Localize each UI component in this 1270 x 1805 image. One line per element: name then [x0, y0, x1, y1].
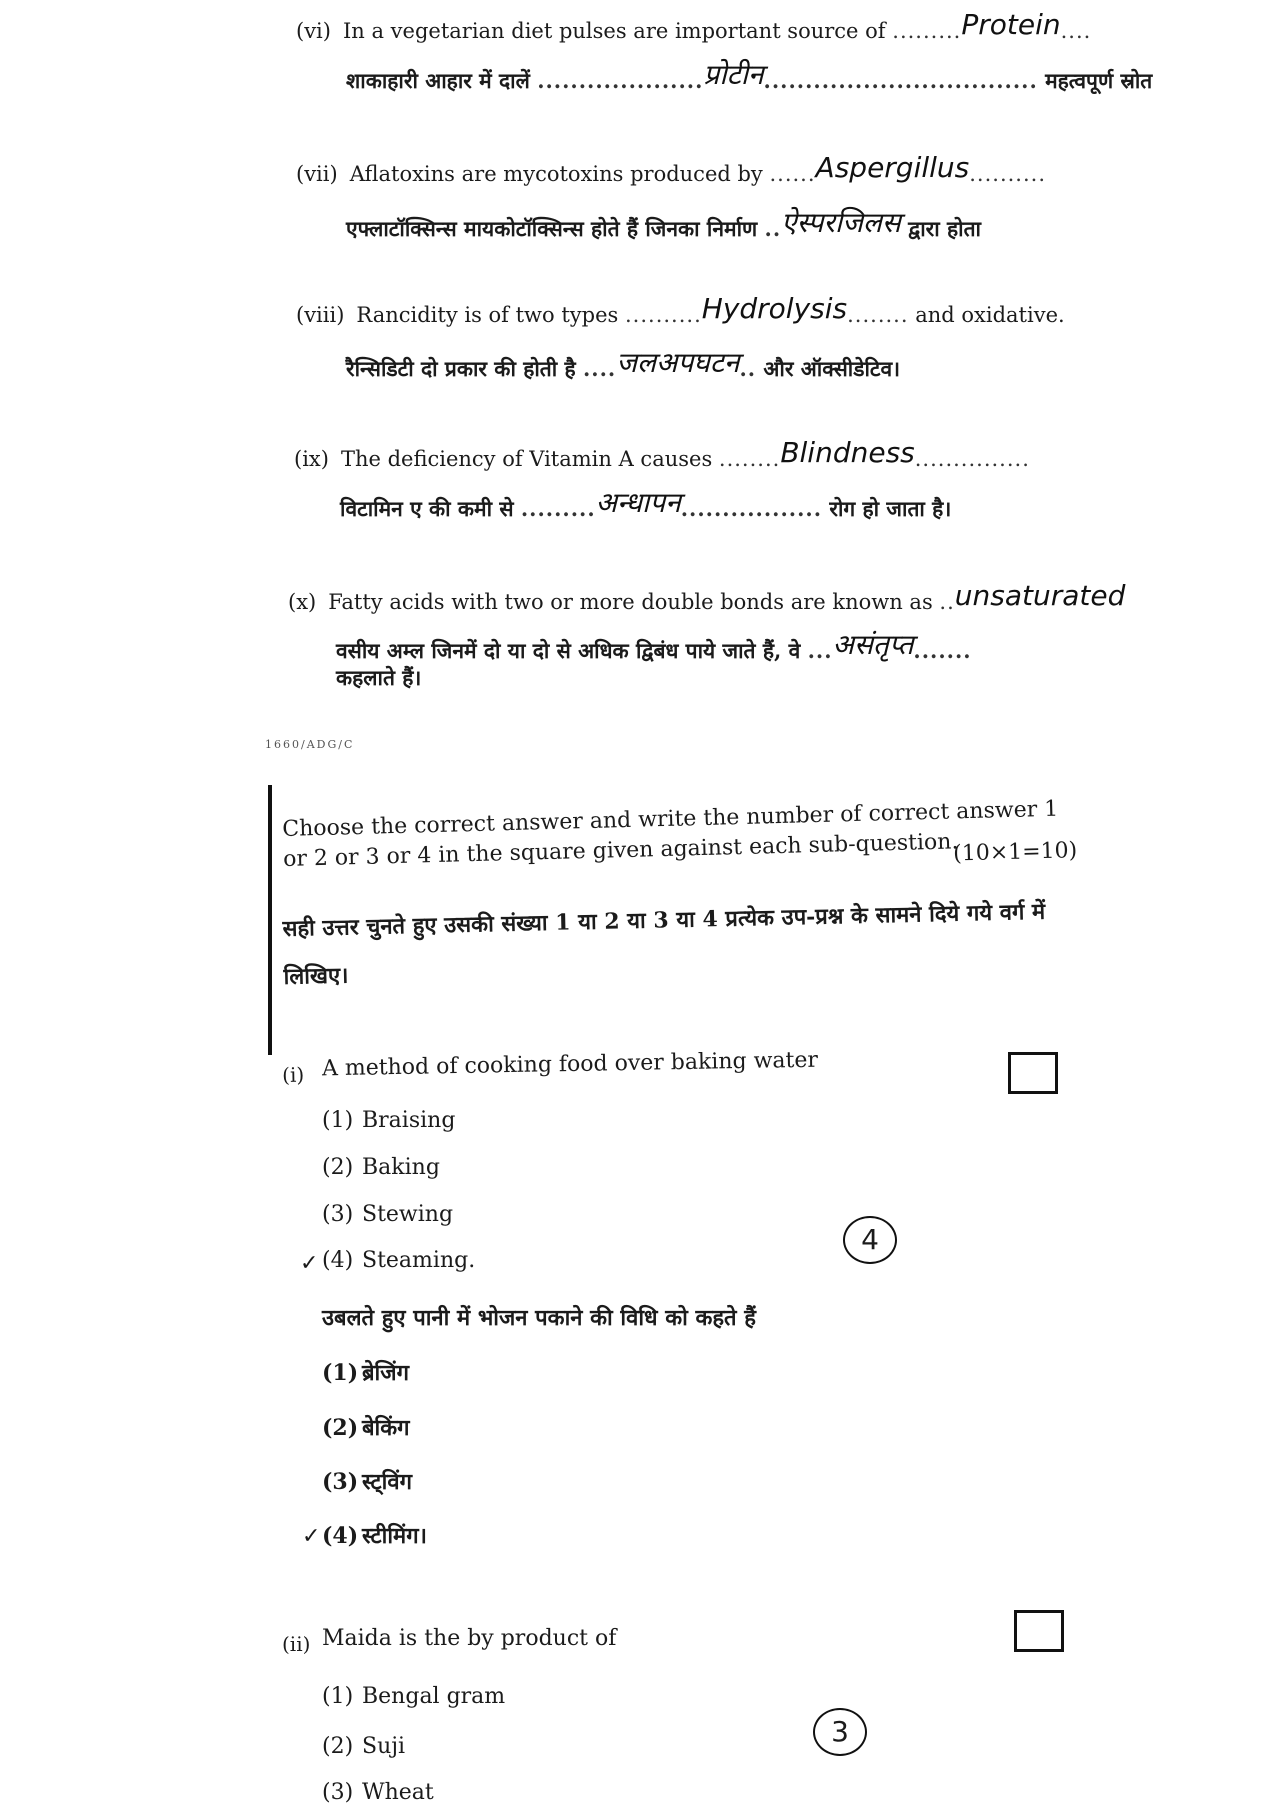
question-text-hindi: एफ्लाटॉक्सिन्स मायकोटॉक्सिन्स होते हैं जिनका निर्माण	[346, 216, 758, 241]
option: (1) Bengal gram	[322, 1684, 506, 1709]
page-code: 1660/ADG/C	[265, 738, 355, 751]
question-text-hindi-suffix: रोग हो जाता है।	[829, 496, 952, 521]
question-text-suffix: and oxidative.	[915, 303, 1065, 327]
question-text: Fatty acids with two or more double bonds are known as	[328, 590, 933, 614]
item-number: (vi)	[296, 19, 331, 43]
option: (3) Wheat	[322, 1780, 434, 1805]
question-text-hindi: उबलते हुए पानी में भोजन पकाने की विधि को कहते हैं	[322, 1305, 756, 1331]
option-hindi: (4) स्टीमिंग।	[322, 1523, 427, 1549]
question-text-hindi-suffix: द्वारा होता	[908, 216, 981, 241]
question-text-hindi: विटामिन ए की कमी से	[340, 496, 514, 521]
option-hindi: (1) ब्रेजिंग	[322, 1360, 409, 1386]
item-number: (vii)	[296, 162, 338, 186]
question-text: Aflatoxins are mycotoxins produced by	[349, 162, 763, 186]
question-number: (i)	[281, 1062, 305, 1088]
question-number: (ii)	[282, 1632, 311, 1656]
option-label: Braising	[362, 1108, 456, 1133]
question-text-hindi: वसीय अम्ल जिनमें दो या दो से अधिक द्विबंध पाये जाते हैं, वे	[336, 638, 801, 663]
circled-answer: 4	[843, 1216, 897, 1264]
option-label: Baking	[362, 1155, 440, 1180]
question-text: The deficiency of Vitamin A causes	[340, 447, 713, 471]
question-text-hindi: शाकाहारी आहार में दालें	[346, 68, 530, 93]
handwritten-answer-hindi: अन्धापन	[595, 486, 681, 519]
answer-box[interactable]	[1008, 1052, 1058, 1094]
option-label: Suji	[362, 1734, 406, 1759]
handwritten-answer: Hydrolysis	[701, 292, 848, 325]
handwritten-answer-hindi: प्रोटीन	[703, 58, 764, 91]
option: (1) Braising	[322, 1108, 456, 1133]
instruction-text: Choose the correct answer and write the number of correct answer 1 or 2 or 3 or 4 in the square given against each sub-question.	[282, 796, 1059, 872]
item-number: (ix)	[294, 447, 329, 471]
question-text-hindi-suffix: और ऑक्सीडेटिव।	[763, 356, 901, 381]
handwritten-answer: Blindness	[780, 436, 915, 469]
mcq-instruction-hindi: सही उत्तर चुनते हुए उसकी संख्या 1 या 2 या 3 या 4 प्रत्येक उप-प्रश्न के सामने दिये गये वर्ग में लिखिए।	[282, 898, 1046, 991]
question-text: Rancidity is of two types	[356, 303, 619, 327]
question-text-hindi-suffix: महत्वपूर्ण स्रोत	[1045, 68, 1153, 93]
marks-label: (10×1=10)	[952, 838, 1078, 867]
margin-line	[268, 785, 272, 1055]
option-label: Steaming.	[362, 1248, 476, 1273]
handwritten-answer: Protein	[961, 8, 1061, 41]
question-text: In a vegetarian diet pulses are important source of	[342, 19, 886, 43]
mcq-question-i	[281, 1047, 819, 1088]
item-number: (x)	[288, 590, 317, 614]
option-label: Bengal gram	[362, 1684, 506, 1709]
item-number: (viii)	[296, 303, 345, 327]
answer-box[interactable]	[1014, 1610, 1064, 1652]
option-label: Stewing	[362, 1202, 454, 1227]
handwritten-answer-hindi: असंतृप्त	[832, 628, 914, 661]
tick-mark: ✓	[302, 1524, 321, 1549]
handwritten-answer-hindi: जलअपघटन	[616, 346, 740, 379]
handwritten-answer: unsaturated	[954, 579, 1126, 612]
handwritten-answer: Aspergillus	[815, 151, 970, 184]
exam-page: (vi) In a vegetarian diet pulses are important source of .........Protein.... शाकाहारी आहार में दालें ....................प्रोटीन................................. महत्वपूर्ण स्रोत (vii) Aflatoxins are mycotoxins produced by ......Aspergillus.......... एफ्लाटॉक्सिन्स मायकोटॉक्सिन्स होते हैं जिनका निर्माण ..ऐस्परजिलस द्वारा होता (viii) Rancidity is of two types ..........Hydrolysis........ and oxidative. रैन्सिडिटी दो प्रकार की होती है ....जलअपघटन.. और ऑक्सीडेटिव। (ix) The deficiency of Vitamin A causes ........Blindness............... विटामिन ए की कमी से .........अन्धापन................. रोग हो जाता है। (x) Fatty acids with two or more double bonds are known as ..unsaturated वसीय अम्ल जिनमें दो या दो से अधिक द्विबंध पाये जाते हैं, वे ...असंतृप्त....... कहलाते हैं। 1660/ADG/C Choose the correct answer and write the number of correct answer 1 or 2 or 3 or 4 in the square given against each sub-question. (10×1=10) सही उत्तर चुनते हुए उसकी संख्या 1 या 2 या 3 या 4 प्रत्येक उप-प्रश्न के सामने दिये गये वर्ग में लिखिए। (i) A method of cooking food over baking water (1) Braising (2) Baking (3) Stewing ✓ (4) Steaming. 4 उबलते हुए पानी में भोजन पकाने की विधि को कहते हैं (1) ब्रेजिंग (2) बेकिंग (3) स्ट्विंग ✓ (4) स्टीमिंग। (ii) Maida is the by product of (1) Bengal gram (2) Suji (3) Wheat 3	[265, 8, 1153, 1805]
tick-mark: ✓	[300, 1251, 319, 1276]
option: (4) Steaming.	[322, 1248, 476, 1273]
question-text-hindi: रैन्सिडिटी दो प्रकार की होती है	[346, 356, 576, 381]
option: (2) Baking	[322, 1155, 440, 1180]
question-text: A method of cooking food over baking water	[321, 1047, 819, 1082]
option: (3) Stewing	[322, 1202, 454, 1227]
option-hindi: (2) बेकिंग	[322, 1415, 410, 1441]
question-text: Maida is the by product of	[322, 1626, 617, 1651]
mcq-instruction	[282, 795, 1078, 875]
handwritten-answer-hindi: ऐस्परजिलस	[781, 206, 901, 239]
option: (2) Suji	[322, 1734, 406, 1759]
option-label: Wheat	[362, 1780, 434, 1805]
circled-answer: 3	[813, 1708, 867, 1756]
mcq-question-ii	[282, 1626, 617, 1656]
option-hindi: (3) स्ट्विंग	[322, 1469, 412, 1495]
question-text-hindi-suffix: कहलाते हैं।	[336, 665, 422, 690]
